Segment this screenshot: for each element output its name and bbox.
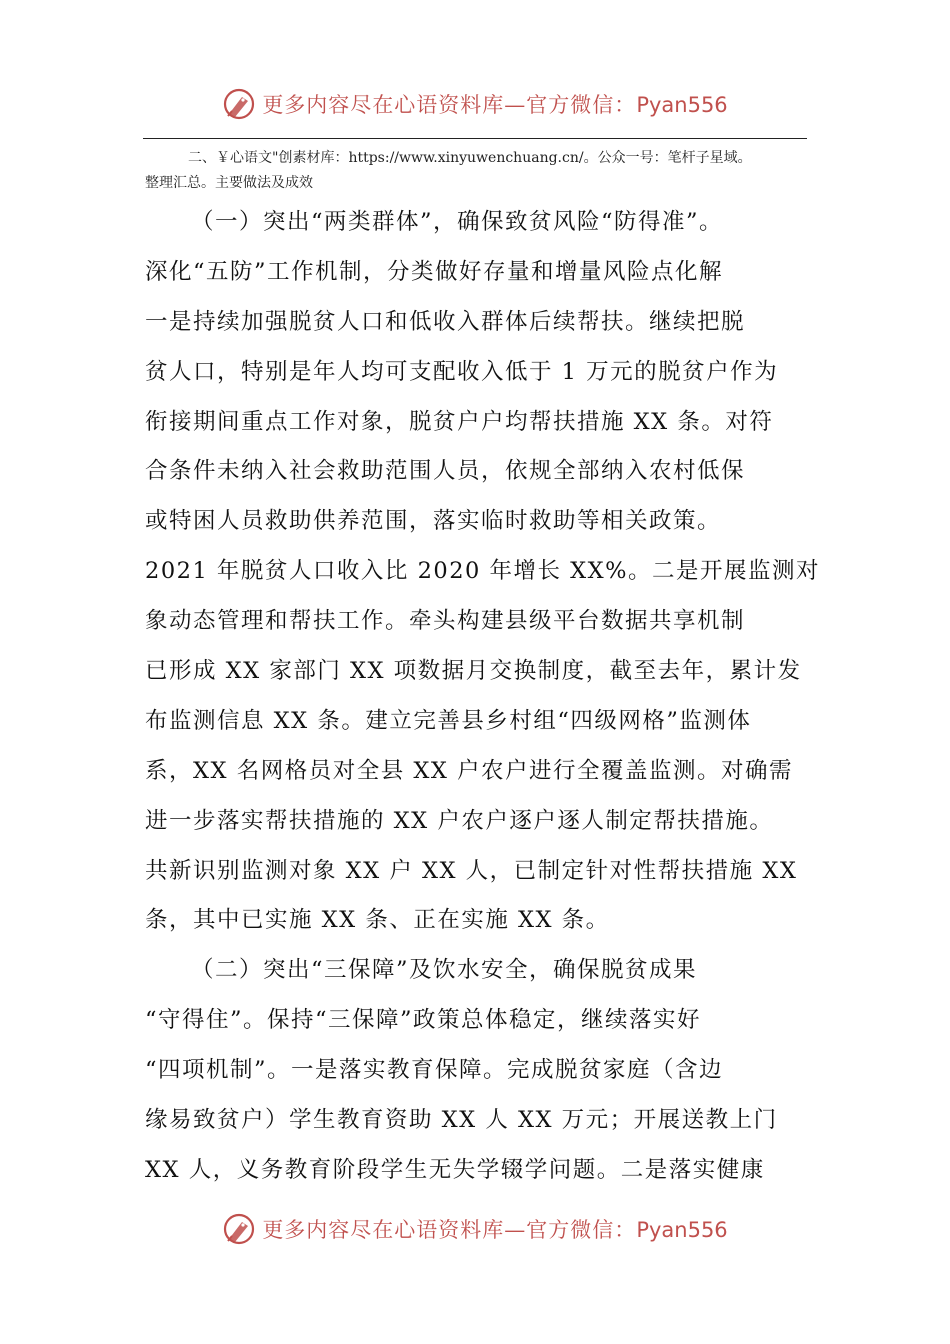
header-banner bbox=[0, 84, 950, 124]
body-line: “守得住”。保持“三保障”政策总体稳定，继续落实好 bbox=[145, 1007, 702, 1034]
body-line: 合条件未纳入社会救助范围人员，依规全部纳入农村低保 bbox=[145, 458, 746, 485]
source-note bbox=[145, 146, 825, 196]
body-line: 或特困人员救助供养范围，落实临时救助等相关政策。 bbox=[145, 508, 722, 535]
wechat-id: Pyan556 bbox=[636, 93, 728, 117]
body-line: 深化“五防”工作机制，分类做好存量和增量风险点化解 bbox=[145, 258, 724, 285]
pen-nib-logo-icon bbox=[222, 1212, 256, 1246]
heading-1: （一）突出“两类群体”，确保致贫风险“防得准”。 bbox=[191, 209, 724, 235]
footer-banner bbox=[0, 1209, 950, 1249]
heading-2: （二）突出“三保障”及饮水安全，确保脱贫成果 bbox=[191, 957, 698, 984]
source-note-line-1: 二、￥心语文"创素材库：https://www.xinyuwenchuang.cn/。公众一号：笔杆子星域。 bbox=[188, 150, 752, 166]
banner-text: 更多内容尽在心语资料库—官方微信：Pyan556 bbox=[262, 93, 728, 117]
banner-text: 更多内容尽在心语资料库—官方微信：Pyan556 bbox=[262, 1218, 728, 1242]
document-body bbox=[145, 198, 821, 1196]
body-line: 贫人口，特别是年人均可支配收入低于 1 万元的脱贫户作为 bbox=[145, 358, 779, 385]
body-line: 已形成 XX 家部门 XX 项数据月交换制度，截至去年，累计发 bbox=[145, 658, 802, 685]
body-line: 缘易致贫户）学生教育资助 XX 人 XX 万元；开展送教上门 bbox=[145, 1107, 778, 1134]
body-line: “四项机制”。一是落实教育保障。完成脱贫家庭（含边 bbox=[145, 1057, 724, 1084]
body-line: 布监测信息 XX 条。建立完善县乡村组“四级网格”监测体 bbox=[145, 707, 752, 734]
body-line: XX 人，义务教育阶段学生无失学辍学问题。二是落实健康 bbox=[145, 1156, 765, 1183]
body-line: 共新识别监测对象 XX 户 XX 人，已制定针对性帮扶措施 XX bbox=[145, 857, 798, 884]
body-line: 一是持续加强脱贫人口和低收入群体后续帮扶。继续把脱 bbox=[145, 308, 746, 335]
body-line: 2021 年脱贫人口收入比 2020 年增长 XX%。二是开展监测对 bbox=[145, 558, 821, 585]
body-line: 象动态管理和帮扶工作。牵头构建县级平台数据共享机制 bbox=[145, 608, 746, 635]
pen-nib-logo-icon bbox=[222, 87, 256, 121]
wechat-id: Pyan556 bbox=[636, 1218, 728, 1242]
body-line: 进一步落实帮扶措施的 XX 户农户逐户逐人制定帮扶措施。 bbox=[145, 807, 774, 834]
source-note-line-2: 整理汇总。主要做法及成效 bbox=[145, 175, 313, 191]
body-line: 衔接期间重点工作对象，脱贫户户均帮扶措施 XX 条。对符 bbox=[145, 408, 774, 435]
body-line: 条，其中已实施 XX 条、正在实施 XX 条。 bbox=[145, 907, 610, 934]
header-divider bbox=[143, 138, 807, 139]
body-line: 系，XX 名网格员对全县 XX 户农户进行全覆盖监测。对确需 bbox=[145, 757, 794, 784]
